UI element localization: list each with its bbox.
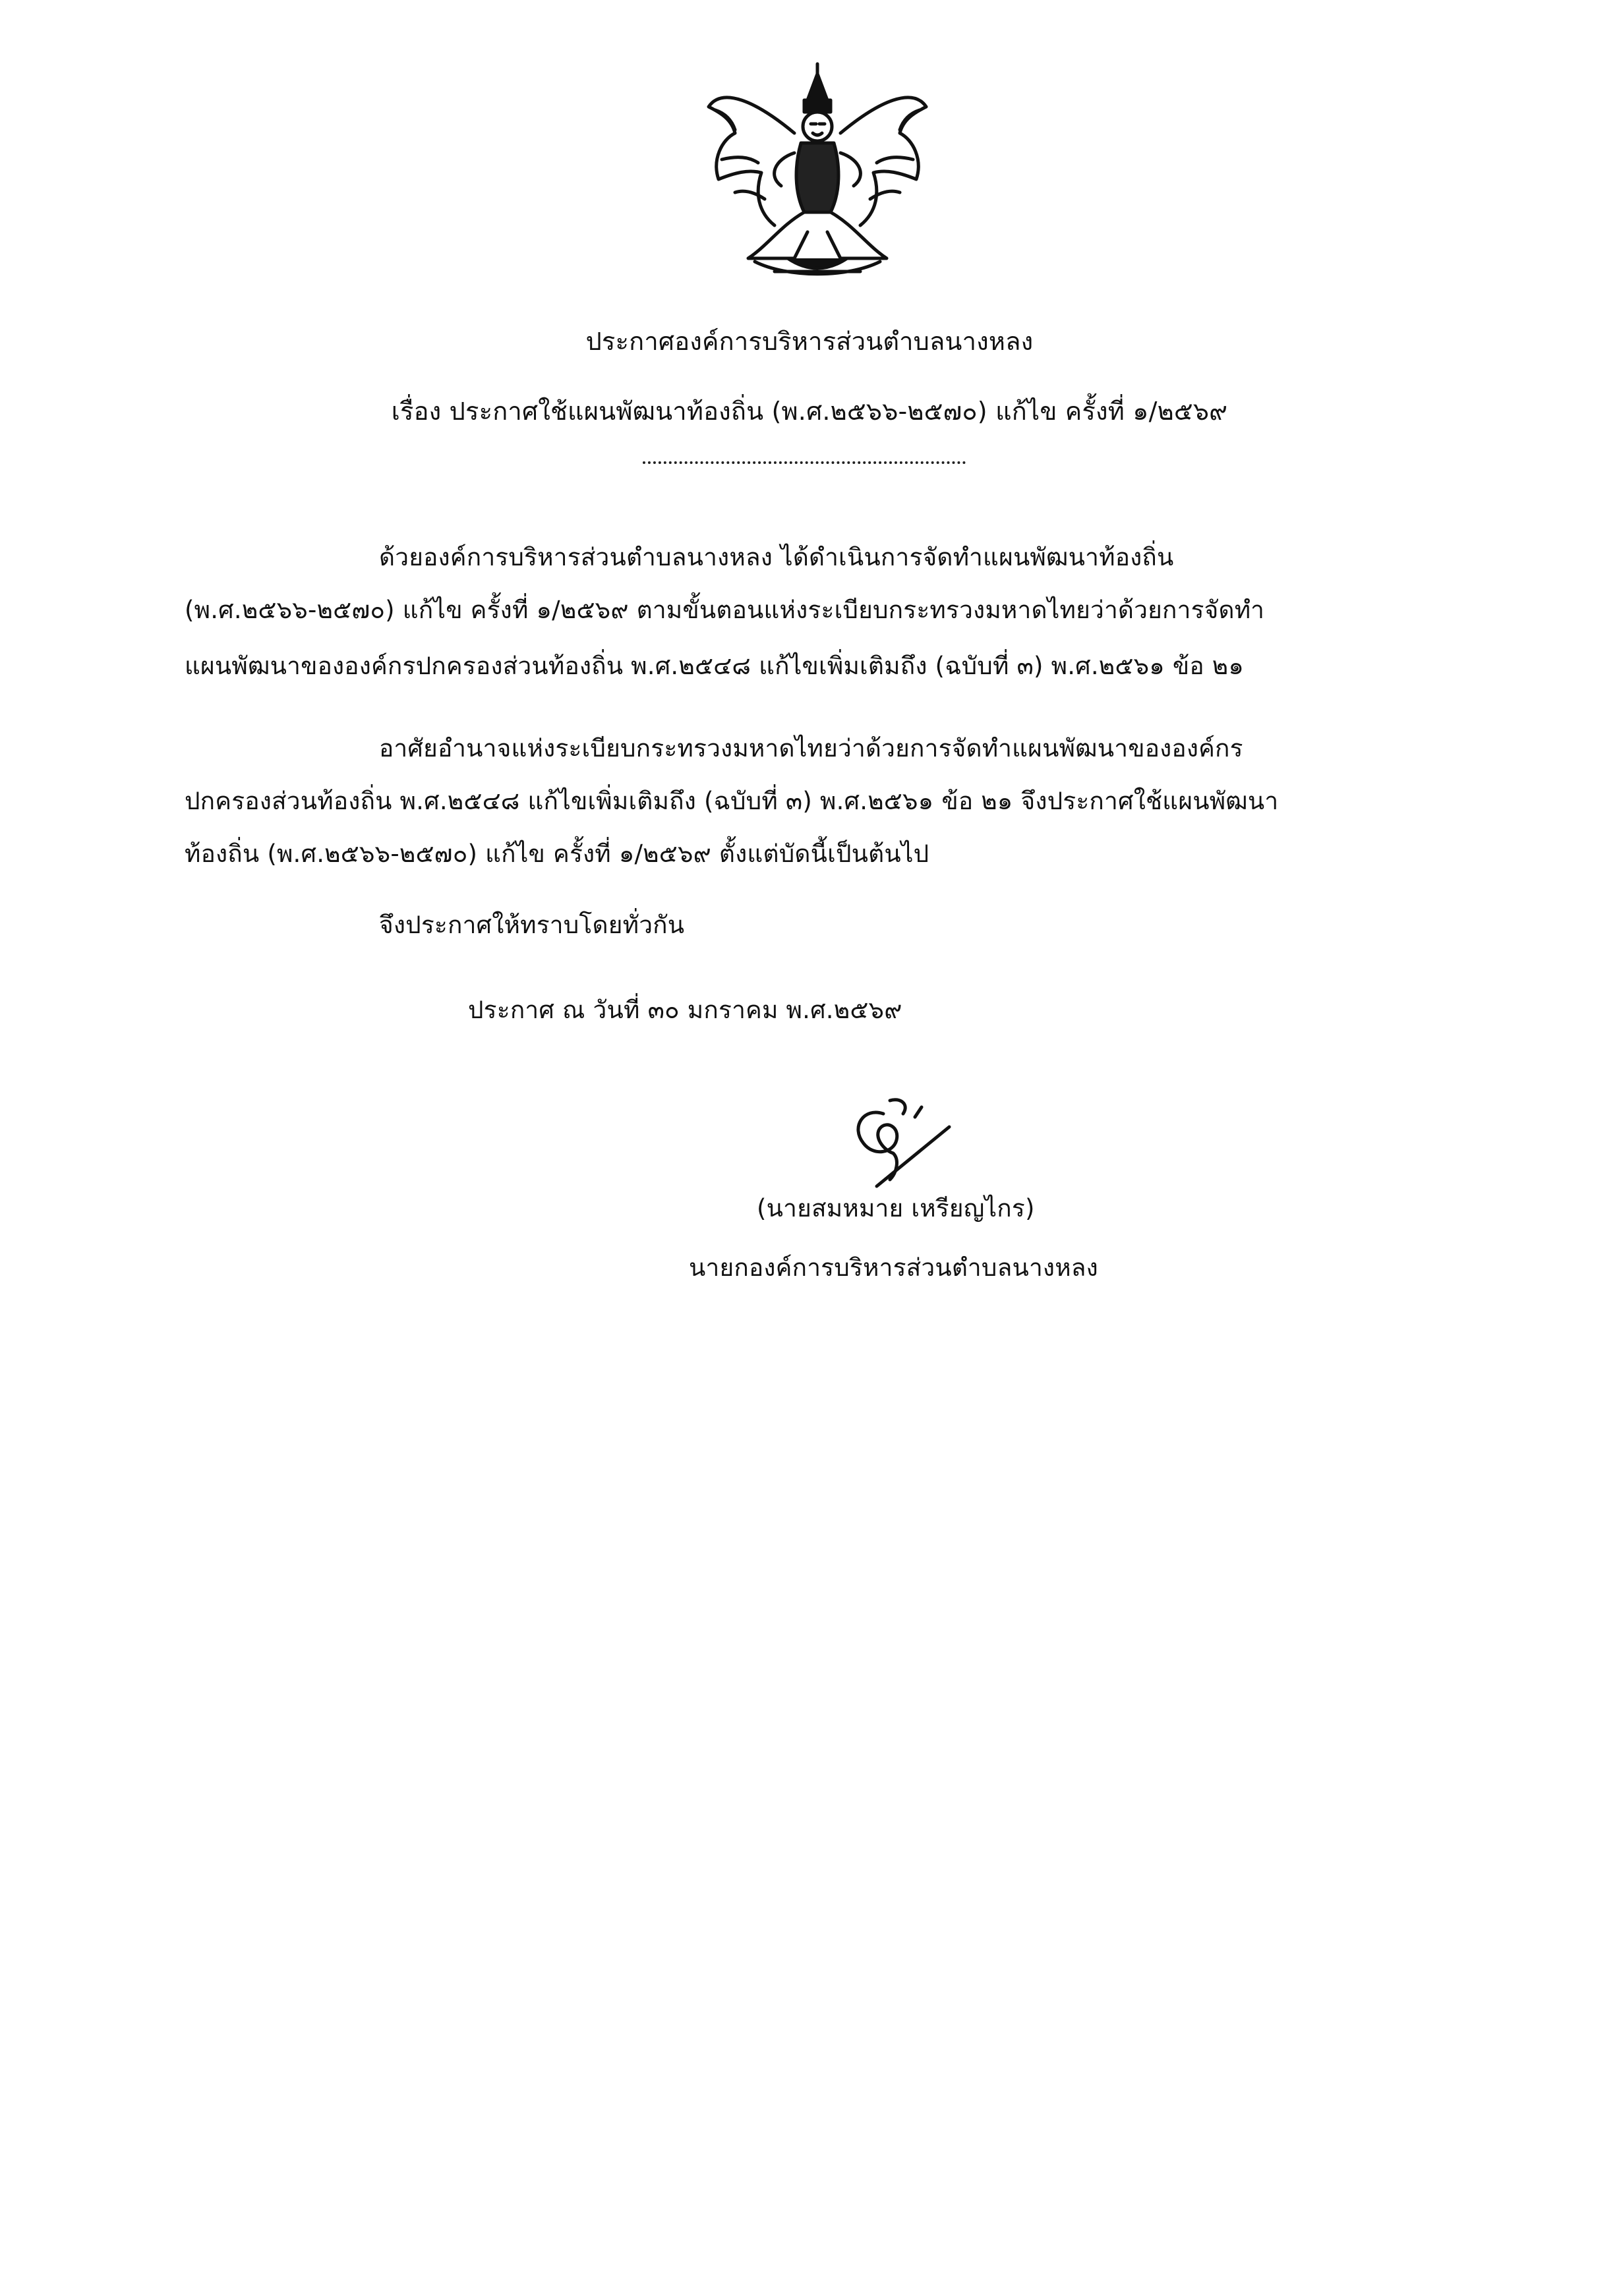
announcement-title: ประกาศองค์การบริหารส่วนตำบลนางหลง xyxy=(585,327,1034,356)
closing-text: จึงประกาศให้ทราบโดยทั่วกัน xyxy=(379,911,685,939)
garuda-emblem-icon xyxy=(695,61,939,288)
signer-name: (นายสมหมาย เหรียญไกร) xyxy=(757,1194,1035,1222)
handwritten-signature xyxy=(837,1087,956,1193)
separator-dots xyxy=(643,461,966,464)
paragraph1-line1: ด้วยองค์การบริหารส่วนตำบลนางหลง ได้ดำเนินการจัดทำแผนพัฒนาท้องถิ่น xyxy=(379,543,1174,571)
paragraph2-line3: ท้องถิ่น (พ.ศ.๒๕๖๖-๒๕๗๐) แก้ไข ครั้งที่ ๑/๒๕๖๙ ตั้งแต่บัดนี้เป็นต้นไป xyxy=(185,840,929,868)
signer-position: นายกองค์การบริหารส่วนตำบลนางหลง xyxy=(689,1253,1098,1282)
paragraph2-line2: ปกครองส่วนท้องถิ่น พ.ศ.๒๕๔๘ แก้ไขเพิ่มเติมถึง (ฉบับที่ ๓) พ.ศ.๒๕๖๑ ข้อ ๒๑ จึงประกาศใช้แผนพัฒนา xyxy=(185,787,1279,815)
announcement-subject: เรื่อง ประกาศใช้แผนพัฒนาท้องถิ่น (พ.ศ.๒๕๖๖-๒๕๗๐) แก้ไข ครั้งที่ ๑/๒๕๖๙ xyxy=(391,397,1228,426)
paragraph1-line2: (พ.ศ.๒๕๖๖-๒๕๗๐) แก้ไข ครั้งที่ ๑/๒๕๖๙ ตามขั้นตอนแห่งระเบียบกระทรวงมหาดไทยว่าด้วยการจัดทำ xyxy=(185,596,1265,624)
paragraph1-line3: แผนพัฒนาขององค์กรปกครองส่วนท้องถิ่น พ.ศ.๒๕๔๘ แก้ไขเพิ่มเติมถึง (ฉบับที่ ๓) พ.ศ.๒๕๖๑ ข้อ ๒๑ xyxy=(185,652,1245,680)
paragraph2-line1: อาศัยอำนาจแห่งระเบียบกระทรวงมหาดไทยว่าด้วยการจัดทำแผนพัฒนาขององค์กร xyxy=(379,734,1243,762)
announcement-date: ประกาศ ณ วันที่ ๓๐ มกราคม พ.ศ.๒๕๖๙ xyxy=(468,996,902,1024)
